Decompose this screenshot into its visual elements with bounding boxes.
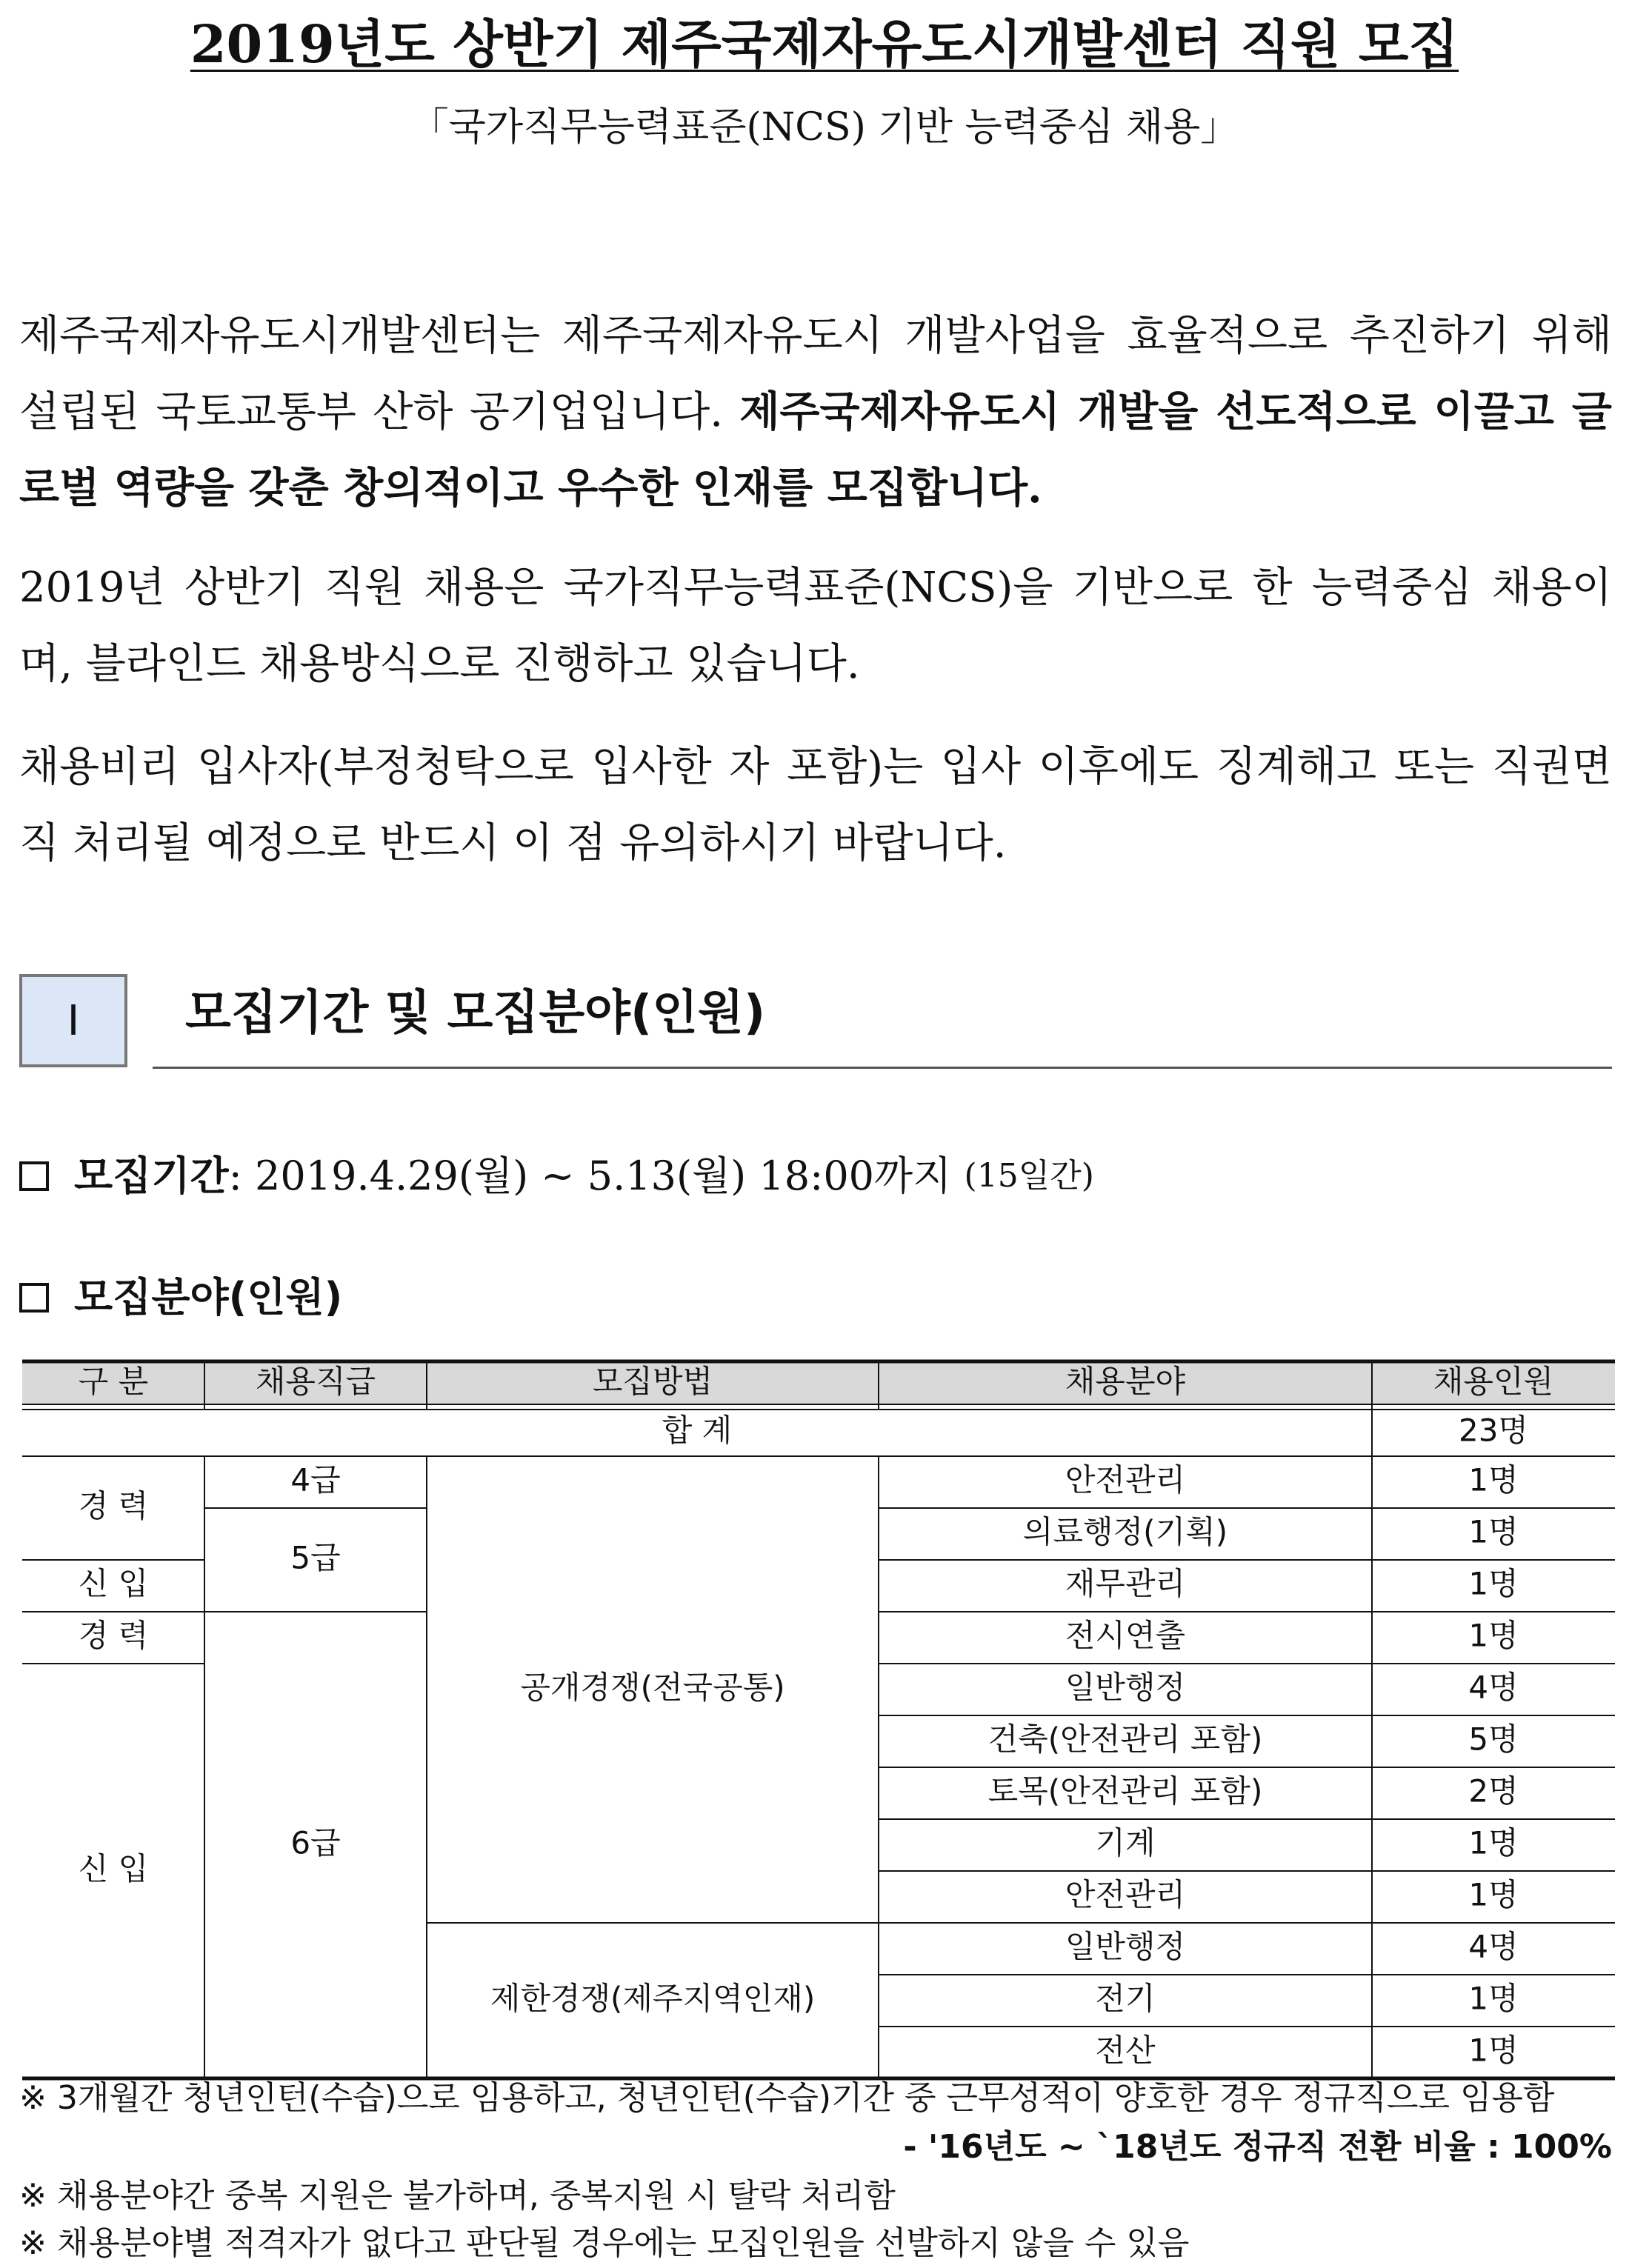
page-title: 2019년도 상반기 제주국제자유도시개발센터 직원 모집 xyxy=(190,13,1459,75)
division-new: 신 입 xyxy=(78,1565,149,1602)
recruit-field-label: 모집분야(인원) xyxy=(74,1274,343,1321)
note-2: - '16년도 ~ `18년도 정규직 전환 비율 : 100% xyxy=(903,2128,1612,2166)
method-restricted: 제한경쟁(제주지역인재) xyxy=(490,1980,816,2017)
section-title: 모집기간 및 모집분야(인원) xyxy=(185,986,766,1041)
row-field: 의료행정(기획) xyxy=(1022,1513,1228,1550)
row-count: 5명 xyxy=(1468,1721,1519,1758)
row-count: 2명 xyxy=(1468,1772,1519,1810)
row-count: 1명 xyxy=(1468,1513,1519,1550)
table-rows xyxy=(988,1462,1519,2069)
row-count: 1명 xyxy=(1468,1980,1519,2017)
method-open: 공개경쟁(전국공통) xyxy=(520,1669,785,1706)
section-number-box: Ⅰ xyxy=(19,974,127,1067)
table-total-label: 합 계 xyxy=(662,1412,733,1449)
row-field: 일반행정 xyxy=(1065,1669,1186,1706)
division-experienced: 경 력 xyxy=(78,1487,149,1524)
row-count: 1명 xyxy=(1468,1824,1519,1861)
row-count: 1명 xyxy=(1468,1876,1519,1913)
page-subtitle: 「국가직무능력표준(NCS) 기반 능력중심 채용」 xyxy=(410,105,1239,150)
grade-5: 5급 xyxy=(290,1539,341,1576)
grade-4: 4급 xyxy=(290,1461,341,1498)
table-header-method: 모집방법 xyxy=(592,1363,713,1400)
row-field: 기계 xyxy=(1095,1824,1156,1861)
row-field: 재무관리 xyxy=(1065,1565,1186,1602)
intro-paragraph-1: 제주국제자유도시개발센터는 제주국제자유도시 개발사업을 효율적으로 추진하기 위해 설립된 국토교통부 산하 공기업입니다. 제주국제자유도시 개발을 선도적으로 이끌고 글로벌 역량을 갖춘 창의적이고 우수한 인재를 모집합니다. xyxy=(19,312,1613,513)
row-count: 1명 xyxy=(1468,1565,1519,1602)
table-header-field: 채용분야 xyxy=(1065,1363,1186,1400)
row-field: 안전관리 xyxy=(1065,1876,1186,1913)
row-count: 1명 xyxy=(1468,1461,1519,1498)
row-field: 전산 xyxy=(1095,2032,1156,2069)
row-field: 전시연출 xyxy=(1065,1617,1186,1654)
row-count: 1명 xyxy=(1468,1617,1519,1654)
recruit-period-label: 모집기간 xyxy=(74,1153,229,1199)
table-header-division: 구 분 xyxy=(78,1363,149,1400)
table-total-value: 23명 xyxy=(1458,1412,1529,1449)
row-field: 일반행정 xyxy=(1065,1928,1186,1965)
row-field: 전기 xyxy=(1095,1980,1156,2017)
recruit-period-value: : 2019.4.29(월) ~ 5.13(월) 18:00까지 xyxy=(228,1153,952,1199)
intro-paragraph-2: 2019년 상반기 직원 채용은 국가직무능력표준(NCS)을 기반으로 한 능력중심 채용이며, 블라인드 채용방식으로 진행하고 있습니다. xyxy=(19,564,1612,688)
intro-paragraph-3: 채용비리 입사자(부정청탁으로 입사한 자 포함)는 입사 이후에도 징계해고 또는 직권면직 처리될 예정으로 반드시 이 점 유의하시기 바랍니다. xyxy=(19,743,1612,867)
table-header-grade: 채용직급 xyxy=(255,1363,376,1400)
row-count: 1명 xyxy=(1468,2032,1519,2069)
row-field: 토목(안전관리 포함) xyxy=(987,1772,1263,1810)
division-new: 신 입 xyxy=(78,1850,149,1887)
note-3: ※ 채용분야간 중복 지원은 불가하며, 중복지원 시 탈락 처리함 xyxy=(19,2177,896,2215)
row-count: 4명 xyxy=(1468,1669,1519,1706)
division-experienced: 경 력 xyxy=(78,1617,149,1654)
recruit-period-duration: (15일간) xyxy=(964,1157,1094,1195)
row-field: 안전관리 xyxy=(1065,1461,1186,1498)
note-4: ※ 채용분야별 적격자가 없다고 판단될 경우에는 모집인원을 선발하지 않을 수 있음 xyxy=(19,2224,1190,2262)
row-count: 4명 xyxy=(1468,1928,1519,1965)
grade-6: 6급 xyxy=(290,1824,341,1861)
note-1: ※ 3개월간 청년인턴(수습)으로 임용하고, 청년인턴(수습)기간 중 근무성적이 양호한 경우 정규직으로 임용함 xyxy=(19,2079,1555,2117)
intro-emphasis: 제주국제자유도시 개발을 선도적으로 이끌고 글로벌 역량을 갖춘 창의적이고 우수한 인재를 모집합니다. xyxy=(19,387,1613,513)
table-header-count: 채용인원 xyxy=(1433,1363,1554,1400)
row-field: 건축(안전관리 포함) xyxy=(987,1721,1263,1758)
